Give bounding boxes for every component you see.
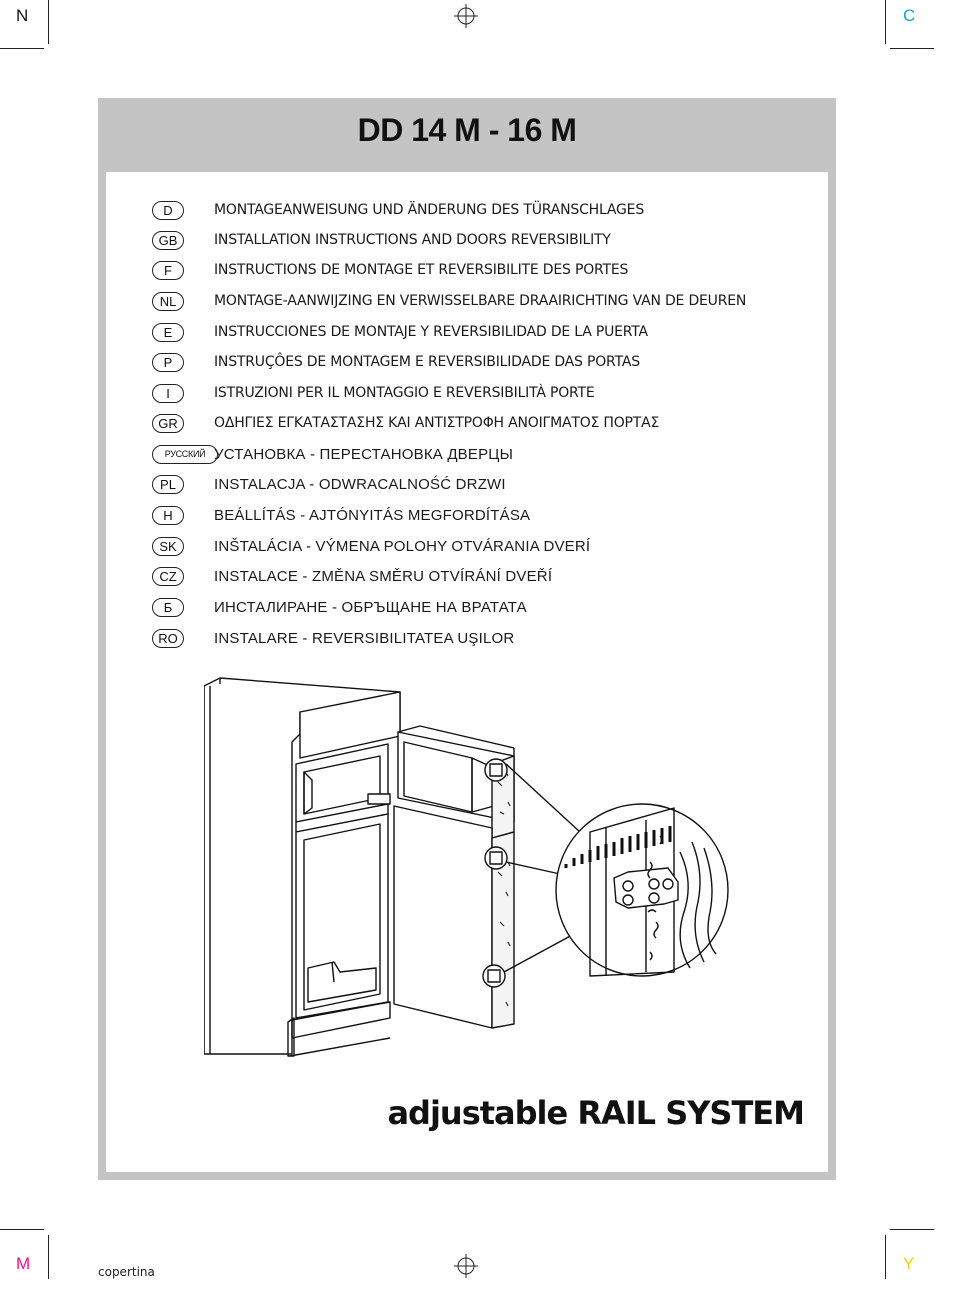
language-title: ИНСТАЛИРАНЕ - ОБРЪЩАНЕ НА ВРАТАТА	[214, 598, 527, 616]
language-code-badge: GB	[152, 231, 184, 250]
language-code-badge: РУССКИЙ	[152, 445, 218, 464]
cover-panel	[98, 98, 836, 1180]
language-row-p	[152, 350, 640, 374]
language-title: MONTAGEANWEISUNG UND ÄNDERUNG DES TÜRANSCHLAGES	[214, 202, 645, 218]
language-row-gr	[152, 411, 660, 435]
registration-mark-icon	[454, 4, 478, 28]
language-row-i	[152, 381, 595, 405]
corner-letter-c: C	[903, 6, 916, 25]
language-code-badge: Б	[152, 598, 184, 617]
corner-letter-n: N	[16, 6, 29, 25]
language-row-ro	[152, 626, 515, 650]
corner-letter-m: M	[16, 1254, 31, 1273]
rail-hinge-icon	[485, 759, 507, 781]
language-title: INSTALLATION INSTRUCTIONS AND DOORS REVERSIBILITY	[214, 232, 611, 248]
crop-mark	[48, 1235, 49, 1279]
language-title: INSTALACJA - ODWRACALNOŚĆ DRZWI	[214, 475, 506, 493]
crop-mark	[0, 1229, 44, 1230]
language-row-e	[152, 320, 648, 344]
language-title: INSTALACE - ZMĚNA SMĚRU OTVÍRÁNÍ DVEŘÍ	[214, 567, 553, 585]
language-code-badge: I	[152, 384, 184, 403]
language-code-badge: RO	[152, 629, 184, 648]
crop-mark	[890, 1229, 934, 1230]
language-title: INSTRUÇÔES DE MONTAGEM E REVERSIBILIDADE DAS PORTAS	[214, 354, 640, 370]
rail-system-tagline: adjustable RAIL SYSTEM	[387, 1094, 804, 1132]
language-code-badge: GR	[152, 414, 184, 433]
language-code-badge: CZ	[152, 567, 184, 586]
language-code-badge: PL	[152, 475, 184, 494]
language-code-badge: P	[152, 353, 184, 372]
crop-mark	[890, 48, 934, 49]
language-title: УСТАНОВКА - ПЕРЕСТАНОВКА ДВЕРЦЫ	[214, 445, 514, 463]
language-row-ru	[152, 442, 514, 466]
language-row-d	[152, 198, 645, 222]
crop-mark	[0, 48, 44, 49]
language-code-badge: E	[152, 323, 184, 342]
crop-mark	[885, 0, 886, 44]
language-title: INSTRUCTIONS DE MONTAGE ET REVERSIBILITE DES PORTES	[214, 262, 629, 278]
language-title: INSTRUCCIONES DE MONTAJE Y REVERSIBILIDAD DE LA PUERTA	[214, 324, 648, 340]
language-title: INŠTALÁCIA - VÝMENA POLOHY OTVÁRANIA DVERÍ	[214, 537, 591, 555]
crop-mark	[885, 1235, 886, 1279]
registration-mark-icon	[454, 1254, 478, 1278]
language-title: ΟΔΗΓΙΕΣ ΕΓΚΑΤΑΣΤΑΣΗΣ ΚΑΙ ΑΝΤΙΣΤΡΟΦΗ ΑΝΟΙΓΜΑΤΟΣ ΠΟΡΤΑΣ	[214, 415, 660, 431]
language-row-nl	[152, 289, 747, 313]
language-code-badge: H	[152, 506, 184, 525]
corner-letter-y: Y	[903, 1254, 915, 1273]
crop-mark	[48, 0, 49, 44]
language-title: ISTRUZIONI PER IL MONTAGGIO E REVERSIBILITÀ PORTE	[214, 385, 595, 401]
fridge-door	[394, 806, 492, 1028]
language-title: BEÁLLÍTÁS - AJTÓNYITÁS MEGFORDÍTÁSA	[214, 506, 531, 524]
rail-hinge-icon	[485, 847, 507, 869]
language-row-gb	[152, 228, 611, 252]
footer-label: copertina	[98, 1265, 155, 1279]
model-title: DD 14 M - 16 M	[357, 112, 577, 148]
language-row-sk	[152, 534, 591, 558]
language-row-cz	[152, 564, 553, 588]
language-code-badge: NL	[152, 292, 184, 311]
language-code-badge: SK	[152, 537, 184, 556]
language-row-f	[152, 258, 629, 282]
language-title: INSTALARE - REVERSIBILITATEA UŞILOR	[214, 629, 515, 647]
language-row-pl	[152, 472, 506, 496]
language-row-bg	[152, 595, 527, 619]
language-title: MONTAGE-AANWIJZING EN VERWISSELBARE DRAAIRICHTING VAN DE DEUREN	[214, 293, 747, 309]
content-area	[106, 172, 828, 1172]
language-row-h	[152, 503, 531, 527]
refrigerator-illustration	[204, 672, 764, 1082]
language-code-badge: F	[152, 261, 184, 280]
language-code-badge: D	[152, 201, 184, 220]
rail-hinge-icon	[483, 965, 505, 987]
